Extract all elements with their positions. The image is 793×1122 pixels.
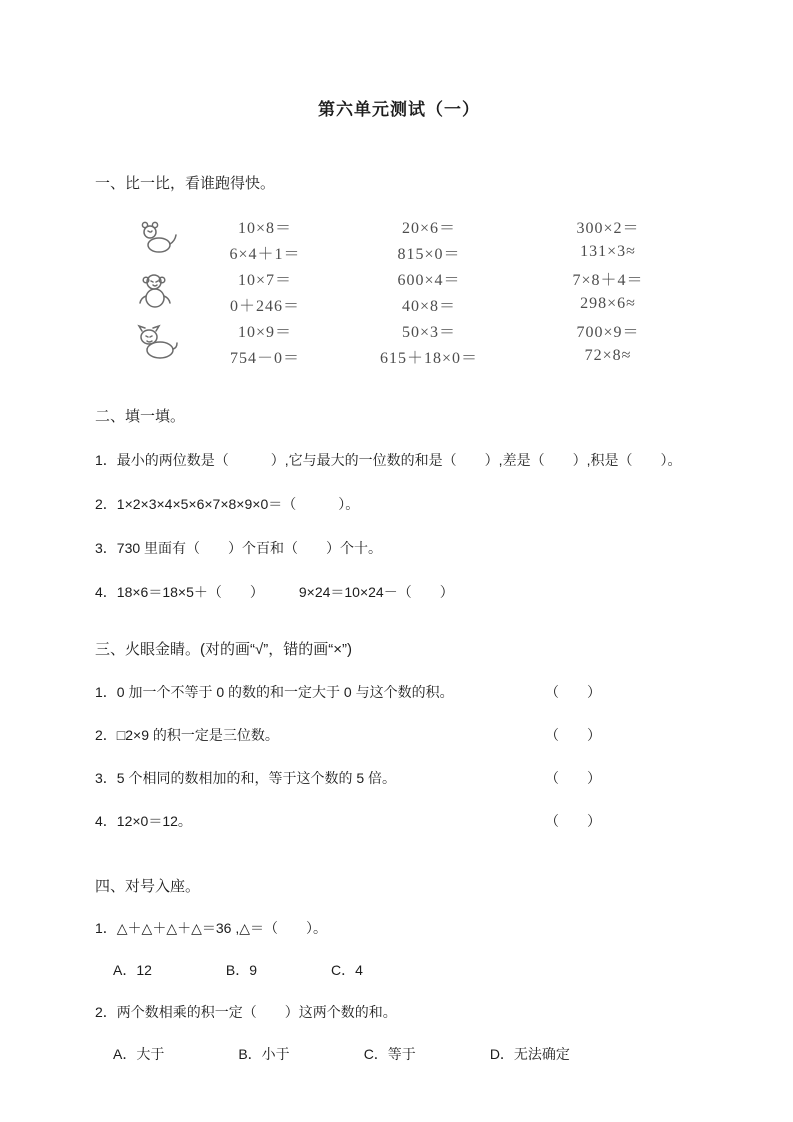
option-a: A．12 xyxy=(113,962,152,978)
judge-item-text: 3．5 个相同的数相加的和，等于这个数的 5 倍。 xyxy=(95,770,397,786)
option-d: D．无法确定 xyxy=(489,1046,570,1062)
calc-item: 6×4＋1＝ xyxy=(229,245,301,263)
calc-item: 615＋18×0＝ xyxy=(379,349,479,367)
answer-blank: （ ） xyxy=(545,727,601,743)
judge-item-3 xyxy=(95,768,738,788)
judge-item-text: 2．□2×9 的积一定是三位数。 xyxy=(95,727,279,743)
choice-question-2: 2．两个数相乘的积一定（ ）这两个数的和。 xyxy=(95,1004,397,1020)
choice-options-2 xyxy=(113,1044,738,1064)
page-title: 第六单元测试（一） xyxy=(318,100,480,119)
option-a: A．大于 xyxy=(113,1046,165,1062)
calc-item: 700×9＝ xyxy=(576,323,640,341)
calc-item: 10×9＝ xyxy=(237,323,293,341)
calc-item: 0＋246＝ xyxy=(229,297,300,315)
answer-blank: （ ） xyxy=(545,770,601,786)
option-b: B．9 xyxy=(225,962,258,978)
calc-item: 815×0＝ xyxy=(397,245,461,263)
calc-item: 754－0＝ xyxy=(229,349,300,367)
judge-item-4 xyxy=(95,811,738,831)
cartoon-animal-icon-2 xyxy=(127,270,185,312)
answer-blank: （ ） xyxy=(545,813,601,829)
option-c: C．4 xyxy=(331,962,363,978)
judge-item-1 xyxy=(95,682,738,702)
option-c: C．等于 xyxy=(363,1046,416,1062)
cartoon-animal-icon-1 xyxy=(127,219,185,259)
fill-item-2: 2．1×2×3×4×5×6×7×8×9×0＝（ ）。 xyxy=(95,496,360,512)
fill-item-3: 3．730 里面有（ ）个百和（ ）个十。 xyxy=(95,540,383,556)
judge-item-2 xyxy=(95,725,738,745)
section-three-heading: 三、火眼金睛。(对的画“√”，错的画“×”) xyxy=(95,641,352,658)
fill-item-4: 4．18×6＝18×5＋（ ） 9×24＝10×24－（ ） xyxy=(95,584,454,600)
section-one-heading: 一、比一比，看谁跑得快。 xyxy=(95,175,276,192)
worksheet-content xyxy=(95,172,738,1064)
choice-options-1 xyxy=(113,960,738,980)
choice-question-1: 1．△＋△＋△＋△＝36 ,△＝（ ）。 xyxy=(95,920,327,936)
answer-blank: （ ） xyxy=(545,684,601,700)
calc-item: 298×6≈ xyxy=(580,295,636,312)
calc-item: 7×8＋4＝ xyxy=(572,271,644,289)
section-two-heading: 二、填一填。 xyxy=(95,408,186,425)
judge-item-text: 1．0 加一个不等于 0 的数的和一定大于 0 与这个数的积。 xyxy=(95,684,454,700)
calc-item: 131×3≈ xyxy=(580,243,636,260)
calc-item: 40×8＝ xyxy=(401,297,457,315)
judge-item-text: 4．12×0＝12。 xyxy=(95,813,192,829)
calc-item: 50×3＝ xyxy=(401,323,457,341)
option-b: B．小于 xyxy=(238,1046,290,1062)
calc-item: 300×2＝ xyxy=(576,219,640,237)
calculation-grid xyxy=(127,213,738,369)
calc-item: 20×6＝ xyxy=(401,219,457,237)
fill-item-1: 1．最小的两位数是（ ）,它与最大的一位数的和是（ ）,差是（ ）,积是（ ）。 xyxy=(95,452,682,468)
calc-item: 10×7＝ xyxy=(237,271,293,289)
calc-item: 72×8≈ xyxy=(584,347,632,364)
cartoon-animal-icon-3 xyxy=(127,323,185,363)
calc-item: 10×8＝ xyxy=(237,219,293,237)
section-four-heading: 四、对号入座。 xyxy=(95,878,201,895)
calc-item: 600×4＝ xyxy=(397,271,461,289)
